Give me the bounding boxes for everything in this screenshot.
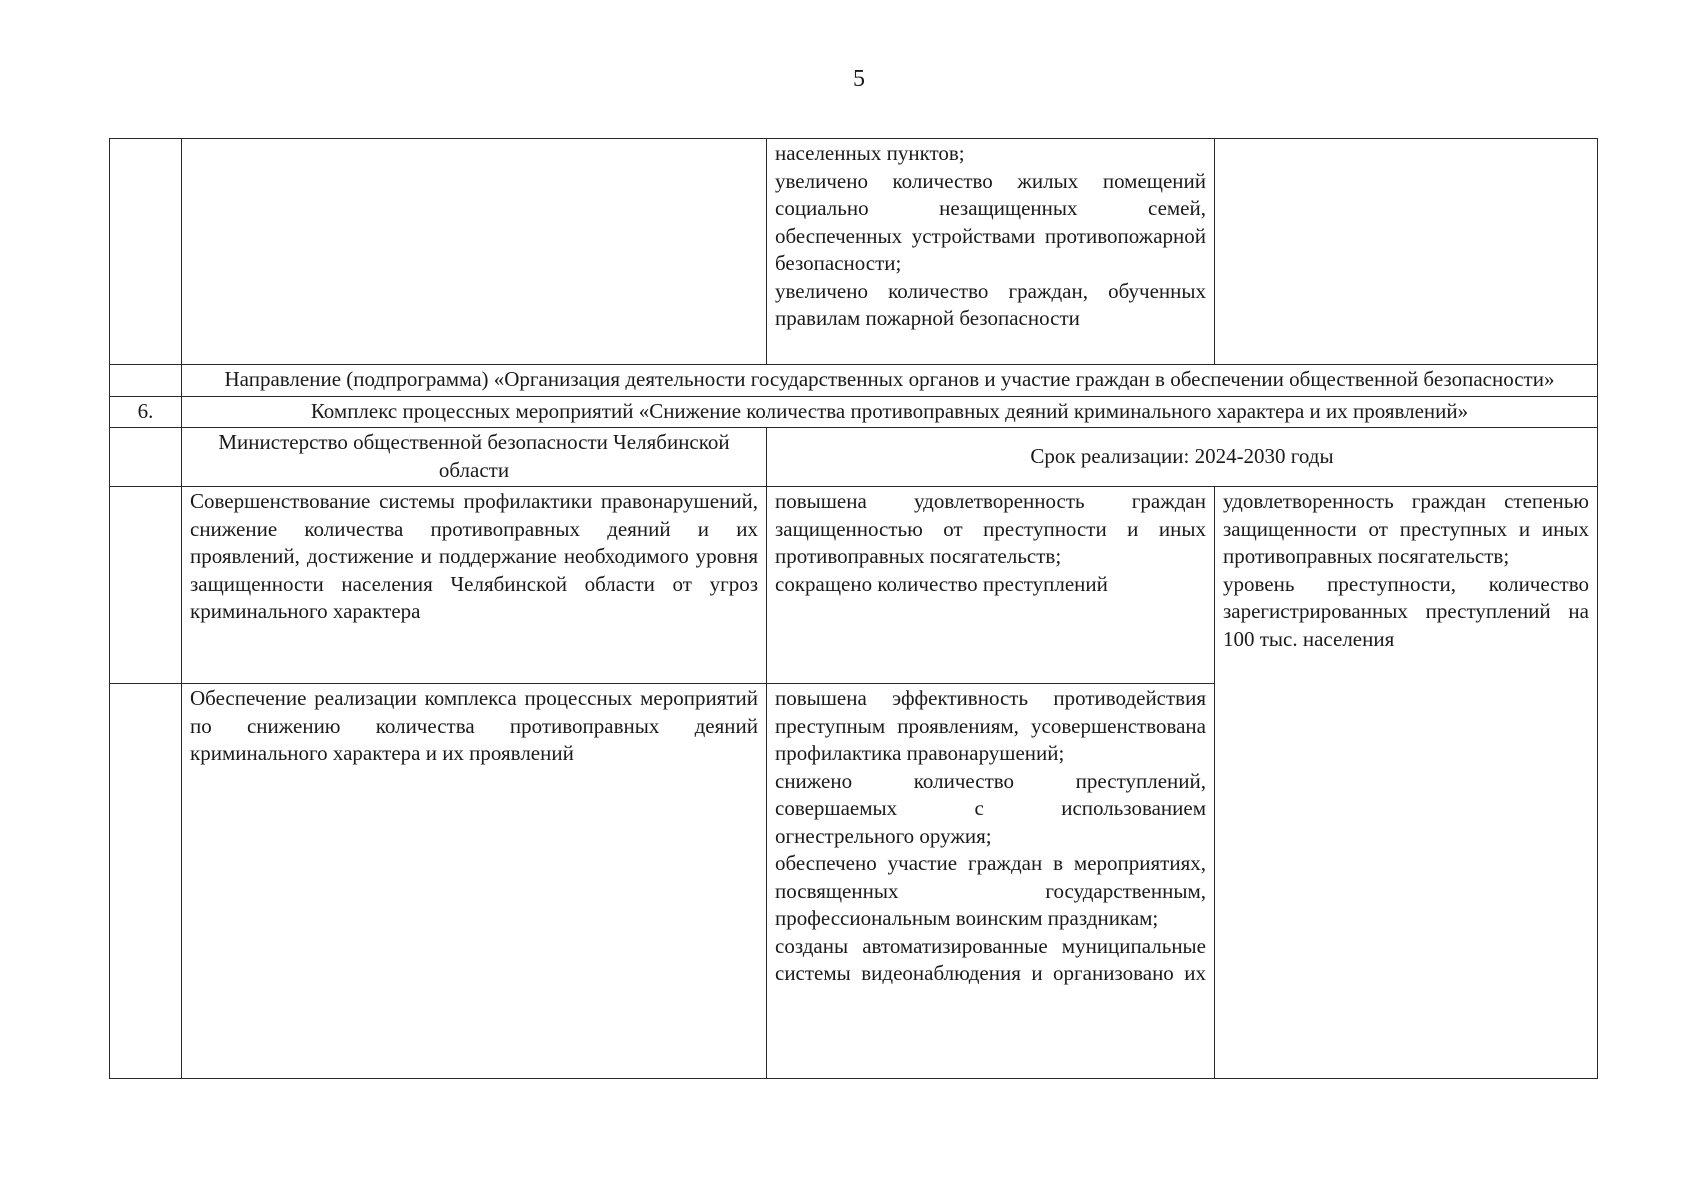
cell-effects-continuation	[767, 139, 1215, 365]
implementation-period: Срок реализации: 2024-2030 годы	[767, 428, 1598, 487]
direction-heading: Направление (подпрограмма) «Организация деятельности государственных органов и участие граждан в обеспечении общественной безопасности»	[182, 365, 1598, 397]
cell-indicators	[1215, 487, 1598, 1079]
effect-item: населенных пунктов;	[775, 141, 965, 165]
cell-task-empty	[182, 139, 767, 365]
task-description: Обеспечение реализации комплекса процессных мероприятий по снижению количества противоправных деяний криминального характера и их проявлений	[182, 684, 767, 1079]
complex-heading: Комплекс процессных мероприятий «Снижение количества противоправных деяний криминального характера и их проявлений»	[182, 396, 1598, 428]
table-row-task-1	[110, 487, 1598, 684]
indicator-item: уровень преступности, количество зарегистрированных преступлений на 100 тыс. населения	[1223, 571, 1589, 651]
cell-indicators-empty	[1215, 139, 1598, 365]
cell-number-empty	[110, 139, 182, 365]
table-row-continuation	[110, 139, 1598, 365]
effect-item: снижено количество преступлений, совершаемых с использованием огнестрельного оружия;	[775, 768, 1206, 848]
effect-item: повышена эффективность противодействия преступным проявлениям, усовершенствована профилактика правонарушений;	[775, 686, 1206, 765]
effect-item: сокращено количество преступлений	[775, 571, 1108, 596]
cell-effects	[767, 487, 1215, 684]
effect-item: повышена удовлетворенность граждан защищенностью от преступности и иных противоправных посягательств;	[775, 489, 1206, 568]
row-number: 6.	[110, 396, 182, 428]
cell-number-empty	[110, 428, 182, 487]
responsible-ministry: Министерство общественной безопасности Челябинской области	[182, 428, 767, 487]
program-table	[109, 138, 1598, 1079]
effect-item: увеличено количество граждан, обученных правилам пожарной безопасности	[775, 278, 1206, 330]
page-number: 5	[853, 66, 865, 92]
task-description: Совершенствование системы профилактики правонарушений, снижение количества противоправных деяний и их проявлений, достижение и поддержание необходимого уровня защищенности населения Челябинской области от угроз криминального характера	[182, 487, 767, 684]
table-row-complex	[110, 396, 1598, 428]
indicator-item: удовлетворенность граждан степенью защищенности от преступных и иных противоправных посягательств;	[1223, 489, 1589, 568]
effect-item: созданы автоматизированные муниципальные системы видеонаблюдения и организовано их	[775, 933, 1206, 985]
table-row-direction	[110, 365, 1598, 397]
effect-item: обеспечено участие граждан в мероприятиях, посвященных государственным, профессиональным воинским праздникам;	[775, 851, 1206, 930]
effect-item: увеличено количество жилых помещений социально незащищенных семей, обеспеченных устройствами противопожарной безопасности;	[775, 168, 1206, 275]
cell-number-empty	[110, 365, 182, 397]
table-row-responsible	[110, 428, 1598, 487]
cell-number-empty	[110, 684, 182, 1079]
cell-effects	[767, 684, 1215, 1079]
cell-number-empty	[110, 487, 182, 684]
